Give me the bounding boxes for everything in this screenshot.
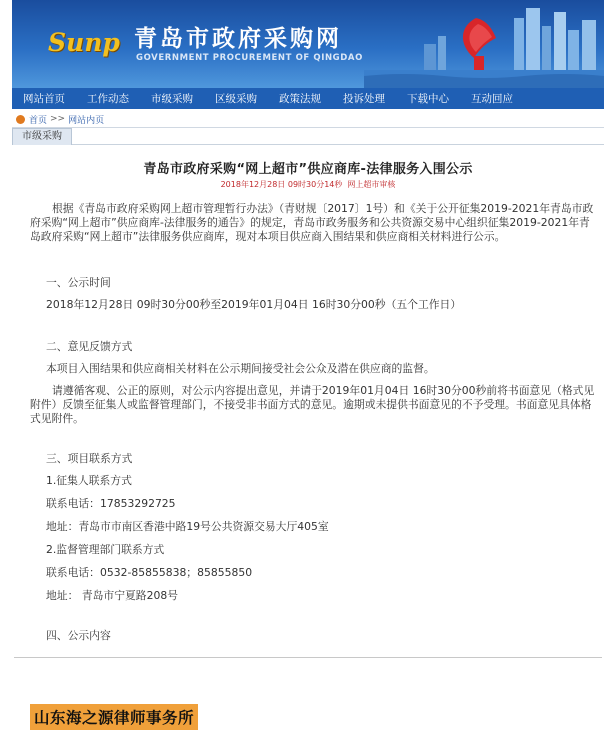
site-banner xyxy=(12,0,604,88)
article-title: 青岛市政府采购“网上超市”供应商库-法律服务入围公示 xyxy=(143,162,473,177)
section-2-heading: 二、意见反馈方式 xyxy=(46,340,133,353)
section-3-phone-1: 联系电话：17853292725 xyxy=(46,497,176,510)
nav-item-city-procurement[interactable]: 市级采购 xyxy=(151,93,193,105)
section-2-text-1: 本项目入围结果和供应商相关材料在公示期间接受社会公众及潜在供应商的监督。 xyxy=(46,362,435,375)
nav-item-downloads[interactable]: 下载中心 xyxy=(407,93,449,105)
section-3-sub-1: 1.征集人联系方式 xyxy=(46,474,132,487)
article-meta xyxy=(0,179,616,190)
section-3-phone-2: 联系电话：0532-85855838；85855850 xyxy=(46,566,253,579)
section-3-heading: 三、项目联系方式 xyxy=(46,452,133,465)
intro-paragraph: 根据《青岛市政府采购网上超市管理暂行办法》（青财规〔2017〕1号）和《关于公开征集2019-2021年青岛市政府采购“网上超市”供应商库-法律服务的通告》的规定，青岛市政务服务和公共资源交易中心组织征集2019-2021年青岛政府采购“网上超市”法律服务供应商库，现对本项目供应商入围结果和供应商相关材料进行公示。 xyxy=(30,202,594,243)
article-source: 网上超市审核 xyxy=(347,180,396,189)
tab-city-procurement[interactable]: 市级采购 xyxy=(12,128,72,145)
section-tab-bar xyxy=(12,128,604,145)
main-nav xyxy=(12,88,604,109)
nav-item-work-news[interactable]: 工作动态 xyxy=(87,93,129,105)
city-skyline-graphic xyxy=(364,0,604,88)
site-title: 青岛市政府采购网 xyxy=(134,26,342,52)
nav-item-policies[interactable]: 政策法规 xyxy=(279,93,321,105)
site-subtitle: GOVERNMENT PROCUREMENT OF QINGDAO xyxy=(136,53,363,63)
nav-item-interaction[interactable]: 互动回应 xyxy=(471,93,513,105)
section-3-address-1: 地址：青岛市市南区香港中路19号公共资源交易大厅405室 xyxy=(46,520,329,533)
breadcrumb-home-link[interactable]: 首页 xyxy=(29,115,48,126)
section-1-heading: 一、公示时间 xyxy=(46,276,111,289)
section-3-sub-2: 2.监督管理部门联系方式 xyxy=(46,543,165,556)
article-body xyxy=(0,202,616,643)
site-logo[interactable]: Sunp xyxy=(48,28,120,57)
breadcrumb-current-link[interactable]: 网站内页 xyxy=(68,115,105,126)
nav-item-home[interactable]: 网站首页 xyxy=(23,93,65,105)
breadcrumb-separator: >> xyxy=(50,114,66,124)
content-divider xyxy=(14,657,602,658)
section-4-heading: 四、公示内容 xyxy=(46,629,111,642)
location-dot-icon xyxy=(16,115,25,124)
article-date: 2018年12月28日 09时30分14秒 xyxy=(220,180,343,189)
section-1-text: 2018年12月28日 09时30分00秒至2019年01月04日 16时30分00秒（五个工作日） xyxy=(46,298,462,311)
section-2-text-2: 请遵循客观、公正的原则，对公示内容提出意见，并请于2019年01月04日 16时30分00秒前将书面意见（格式见附件）反馈至征集人或监督管理部门，不接受非书面方式的意见。逾期或未提供书面意见的不予受理。书面意见具体格式见附件。 xyxy=(30,384,595,425)
breadcrumb xyxy=(12,111,604,128)
nav-item-district-procurement[interactable]: 区级采购 xyxy=(215,93,257,105)
law-firm-label: 山东海之源律师事务所 xyxy=(30,704,198,730)
section-3-address-2: 地址： 青岛市宁夏路208号 xyxy=(46,589,179,602)
nav-item-complaints[interactable]: 投诉处理 xyxy=(343,93,385,105)
